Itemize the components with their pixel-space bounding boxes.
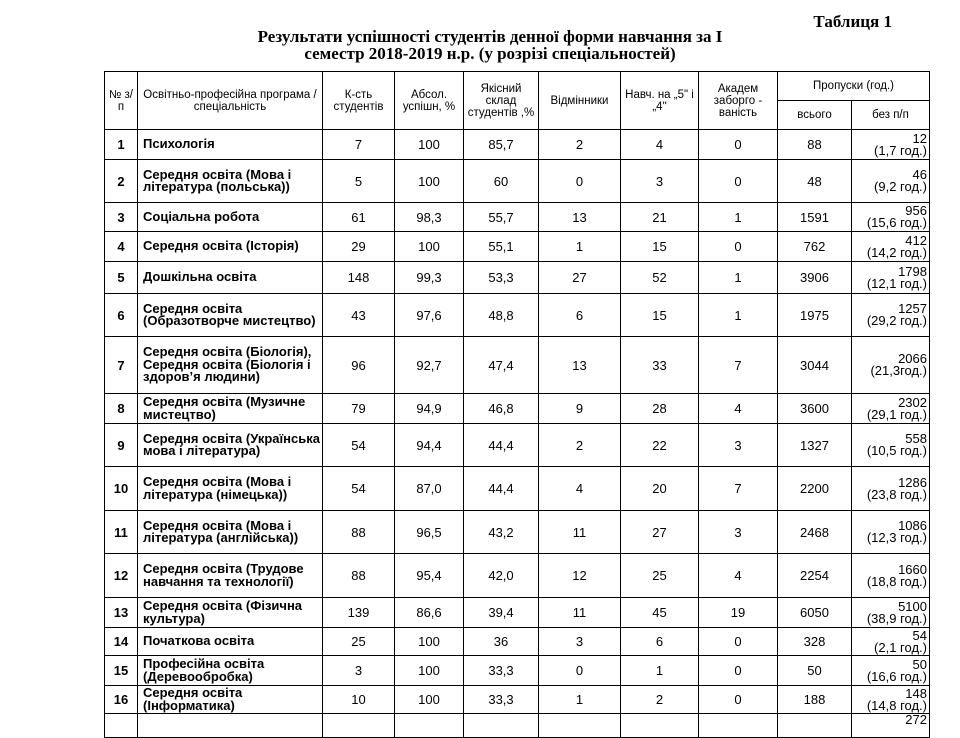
unexcused-per-student: (18,8 год.) bbox=[866, 573, 927, 589]
unexcused-per-student: (12,1 год.) bbox=[866, 275, 927, 291]
row-unexcused bbox=[852, 511, 930, 554]
header-abs: Абсол. успішн, % bbox=[395, 72, 464, 130]
row-excellent: 27 bbox=[539, 262, 621, 294]
table-row bbox=[105, 424, 930, 467]
row-unexcused bbox=[852, 337, 930, 394]
table-row bbox=[105, 554, 930, 598]
row-unexcused bbox=[852, 203, 930, 232]
table-row bbox=[105, 294, 930, 337]
table-row bbox=[105, 160, 930, 203]
row-quality: 36 bbox=[464, 628, 539, 656]
row-debt: 19 bbox=[699, 598, 778, 628]
row-excellent: 13 bbox=[539, 337, 621, 394]
header-no: № з/п bbox=[105, 72, 138, 130]
unexcused-hours: 558 bbox=[905, 431, 927, 446]
row-debt: 1 bbox=[699, 203, 778, 232]
row-unexcused bbox=[852, 714, 930, 738]
row-debt: 4 bbox=[699, 394, 778, 424]
row-excellent: 4 bbox=[539, 467, 621, 511]
unexcused-hours: 1660 bbox=[898, 561, 927, 577]
row-no: 8 bbox=[105, 394, 138, 424]
table-row bbox=[105, 598, 930, 628]
row-total: 2254 bbox=[778, 554, 852, 598]
row-excellent: 1 bbox=[539, 232, 621, 262]
row-unexcused bbox=[852, 656, 930, 686]
table-row bbox=[105, 337, 930, 394]
row-excellent: 13 bbox=[539, 203, 621, 232]
row-no: 15 bbox=[105, 656, 138, 686]
row-unexcused bbox=[852, 160, 930, 203]
row-debt: 1 bbox=[699, 262, 778, 294]
row-excellent: 11 bbox=[539, 511, 621, 554]
row-total: 188 bbox=[778, 686, 852, 714]
row-quality: 55,1 bbox=[464, 232, 539, 262]
table-row bbox=[105, 686, 930, 714]
row-quality: 47,4 bbox=[464, 337, 539, 394]
row-program: Середня освіта (Історія) bbox=[138, 232, 323, 262]
row-no: 1 bbox=[105, 130, 138, 160]
unexcused-hours: 412 bbox=[905, 232, 927, 248]
row-debt: 0 bbox=[699, 232, 778, 262]
unexcused-per-student: (14,8 год.) bbox=[866, 697, 927, 713]
row-quality: 42,0 bbox=[464, 554, 539, 598]
row-no: 6 bbox=[105, 294, 138, 337]
row-good: 15 bbox=[621, 294, 699, 337]
row-unexcused bbox=[852, 686, 930, 714]
row-quality: 39,4 bbox=[464, 598, 539, 628]
row-excellent: 2 bbox=[539, 130, 621, 160]
table-caption bbox=[0, 0, 960, 70]
table-row bbox=[105, 394, 930, 424]
row-unexcused bbox=[852, 424, 930, 467]
row-no: 12 bbox=[105, 554, 138, 598]
header-count: К-сть студентів bbox=[323, 72, 395, 130]
row-quality bbox=[464, 714, 539, 738]
unexcused-hours: 2066 bbox=[898, 351, 927, 366]
row-debt: 0 bbox=[699, 656, 778, 686]
row-quality: 46,8 bbox=[464, 394, 539, 424]
table-row bbox=[105, 714, 930, 738]
header-program: Освітньо-професійна програма / спеціальність bbox=[138, 72, 323, 130]
unexcused-per-student: (29,1 год.) bbox=[866, 406, 927, 422]
unexcused-per-student: (23,8 год.) bbox=[866, 486, 927, 502]
table-number: Таблиця 1 bbox=[813, 12, 892, 31]
table-row bbox=[105, 232, 930, 262]
row-excellent: 11 bbox=[539, 598, 621, 628]
row-debt: 7 bbox=[699, 467, 778, 511]
unexcused-hours: 956 bbox=[905, 203, 927, 218]
row-debt: 4 bbox=[699, 554, 778, 598]
row-no: 11 bbox=[105, 511, 138, 554]
row-excellent: 3 bbox=[539, 628, 621, 656]
row-abs: 94,4 bbox=[395, 424, 464, 467]
row-program: Психологія bbox=[138, 130, 323, 160]
row-abs bbox=[395, 714, 464, 738]
row-count: 29 bbox=[323, 232, 395, 262]
unexcused-hours: 148 bbox=[905, 685, 927, 701]
row-good: 2 bbox=[621, 686, 699, 714]
row-unexcused bbox=[852, 467, 930, 511]
row-total: 328 bbox=[778, 628, 852, 656]
row-count: 5 bbox=[323, 160, 395, 203]
row-abs: 100 bbox=[395, 130, 464, 160]
row-good bbox=[621, 714, 699, 738]
row-debt: 0 bbox=[699, 160, 778, 203]
row-abs: 95,4 bbox=[395, 554, 464, 598]
row-count: 3 bbox=[323, 656, 395, 686]
row-excellent bbox=[539, 714, 621, 738]
header-absences: Пропуски (год.) bbox=[778, 72, 930, 101]
row-abs: 100 bbox=[395, 160, 464, 203]
row-quality: 53,3 bbox=[464, 262, 539, 294]
row-total: 2468 bbox=[778, 511, 852, 554]
row-abs: 87,0 bbox=[395, 467, 464, 511]
row-quality: 85,7 bbox=[464, 130, 539, 160]
row-no: 13 bbox=[105, 598, 138, 628]
row-abs: 100 bbox=[395, 656, 464, 686]
row-total: 50 bbox=[778, 656, 852, 686]
table-row bbox=[105, 130, 930, 160]
row-unexcused bbox=[852, 232, 930, 262]
unexcused-hours: 272 bbox=[905, 713, 927, 727]
row-program: Середня освіта (Музичне мистецтво) bbox=[138, 394, 323, 424]
row-unexcused bbox=[852, 628, 930, 656]
row-abs: 100 bbox=[395, 232, 464, 262]
row-good: 22 bbox=[621, 424, 699, 467]
row-program: Середня освіта (Трудове навчання та технології) bbox=[138, 554, 323, 598]
row-no: 5 bbox=[105, 262, 138, 294]
table-title-line2: семестр 2018-2019 н.р. (у розрізі спеціальностей) bbox=[304, 44, 676, 63]
row-program: Початкова освіта bbox=[138, 628, 323, 656]
unexcused-hours: 50 bbox=[912, 656, 927, 672]
row-count: 10 bbox=[323, 686, 395, 714]
row-good: 27 bbox=[621, 511, 699, 554]
row-abs: 99,3 bbox=[395, 262, 464, 294]
row-no: 10 bbox=[105, 467, 138, 511]
table-row bbox=[105, 511, 930, 554]
row-excellent: 2 bbox=[539, 424, 621, 467]
row-count: 25 bbox=[323, 628, 395, 656]
table-row bbox=[105, 262, 930, 294]
row-unexcused bbox=[852, 598, 930, 628]
row-abs: 86,6 bbox=[395, 598, 464, 628]
row-count: 148 bbox=[323, 262, 395, 294]
row-abs: 92,7 bbox=[395, 337, 464, 394]
row-abs: 97,6 bbox=[395, 294, 464, 337]
header-excellent: Відмінники bbox=[539, 72, 621, 130]
row-quality: 48,8 bbox=[464, 294, 539, 337]
row-good: 4 bbox=[621, 130, 699, 160]
row-total: 762 bbox=[778, 232, 852, 262]
unexcused-per-student: (16,6 год.) bbox=[866, 668, 927, 684]
row-count: 43 bbox=[323, 294, 395, 337]
row-program: Середня освіта (Фізична культура) bbox=[138, 598, 323, 628]
row-good: 1 bbox=[621, 656, 699, 686]
results-table bbox=[104, 71, 930, 738]
table-row bbox=[105, 203, 930, 232]
row-count: 139 bbox=[323, 598, 395, 628]
unexcused-hours: 54 bbox=[912, 627, 927, 643]
row-good: 25 bbox=[621, 554, 699, 598]
unexcused-per-student: (10,5 год.) bbox=[866, 443, 927, 458]
row-excellent: 0 bbox=[539, 160, 621, 203]
row-quality: 43,2 bbox=[464, 511, 539, 554]
unexcused-hours: 12 bbox=[912, 130, 927, 146]
unexcused-per-student: (38,9 год.) bbox=[866, 610, 927, 626]
row-excellent: 12 bbox=[539, 554, 621, 598]
row-program: Середня освіта (Українська мова і література) bbox=[138, 424, 323, 467]
row-program: Середня освіта (Біологія), Середня освіта (Біологія і здоров’я людини) bbox=[138, 337, 323, 394]
row-program bbox=[138, 714, 323, 738]
row-count: 54 bbox=[323, 467, 395, 511]
row-good: 21 bbox=[621, 203, 699, 232]
row-abs: 100 bbox=[395, 686, 464, 714]
row-count bbox=[323, 714, 395, 738]
row-unexcused bbox=[852, 394, 930, 424]
row-count: 54 bbox=[323, 424, 395, 467]
row-count: 79 bbox=[323, 394, 395, 424]
row-unexcused bbox=[852, 262, 930, 294]
row-total: 3906 bbox=[778, 262, 852, 294]
row-no: 16 bbox=[105, 686, 138, 714]
row-count: 96 bbox=[323, 337, 395, 394]
row-quality: 33,3 bbox=[464, 686, 539, 714]
row-count: 88 bbox=[323, 554, 395, 598]
row-no: 4 bbox=[105, 232, 138, 262]
table-row bbox=[105, 628, 930, 656]
unexcused-per-student: (14,2 год.) bbox=[866, 244, 927, 260]
row-excellent: 9 bbox=[539, 394, 621, 424]
row-debt: 0 bbox=[699, 130, 778, 160]
row-unexcused bbox=[852, 130, 930, 160]
row-debt: 0 bbox=[699, 686, 778, 714]
row-program: Соціальна робота bbox=[138, 203, 323, 232]
row-total: 88 bbox=[778, 130, 852, 160]
row-quality: 44,4 bbox=[464, 424, 539, 467]
unexcused-hours: 5100 bbox=[898, 598, 927, 614]
row-good: 33 bbox=[621, 337, 699, 394]
row-good: 28 bbox=[621, 394, 699, 424]
row-good: 15 bbox=[621, 232, 699, 262]
row-good: 6 bbox=[621, 628, 699, 656]
header-quality: Якісний склад студентів ,% bbox=[464, 72, 539, 130]
row-program: Дошкільна освіта bbox=[138, 262, 323, 294]
row-good: 3 bbox=[621, 160, 699, 203]
row-quality: 44,4 bbox=[464, 467, 539, 511]
row-program: Професійна освіта (Деревообробка) bbox=[138, 656, 323, 686]
row-debt: 0 bbox=[699, 628, 778, 656]
table-row bbox=[105, 656, 930, 686]
row-no: 2 bbox=[105, 160, 138, 203]
row-excellent: 1 bbox=[539, 686, 621, 714]
row-good: 52 bbox=[621, 262, 699, 294]
header-unexcused: без п/п bbox=[852, 101, 930, 130]
row-good: 20 bbox=[621, 467, 699, 511]
unexcused-per-student: (21,3год.) bbox=[870, 363, 927, 378]
row-excellent: 6 bbox=[539, 294, 621, 337]
row-total: 1591 bbox=[778, 203, 852, 232]
unexcused-hours: 46 bbox=[912, 167, 927, 182]
row-excellent: 0 bbox=[539, 656, 621, 686]
row-total: 2200 bbox=[778, 467, 852, 511]
row-abs: 98,3 bbox=[395, 203, 464, 232]
row-abs: 96,5 bbox=[395, 511, 464, 554]
row-quality: 33,3 bbox=[464, 656, 539, 686]
row-unexcused bbox=[852, 294, 930, 337]
row-no: 7 bbox=[105, 337, 138, 394]
row-count: 61 bbox=[323, 203, 395, 232]
table-title-line1: Результати успішності студентів денної форми навчання за I bbox=[257, 27, 723, 46]
row-debt: 3 bbox=[699, 424, 778, 467]
row-no bbox=[105, 714, 138, 738]
row-count: 7 bbox=[323, 130, 395, 160]
row-program: Середня освіта (Образотворче мистецтво) bbox=[138, 294, 323, 337]
row-total: 1327 bbox=[778, 424, 852, 467]
row-unexcused bbox=[852, 554, 930, 598]
unexcused-hours: 1257 bbox=[898, 301, 927, 316]
row-debt: 3 bbox=[699, 511, 778, 554]
row-program: Середня освіта (Інформатика) bbox=[138, 686, 323, 714]
row-total: 6050 bbox=[778, 598, 852, 628]
unexcused-hours: 1286 bbox=[898, 474, 927, 490]
row-debt: 7 bbox=[699, 337, 778, 394]
unexcused-hours: 2302 bbox=[898, 394, 927, 410]
header-total: всього bbox=[778, 101, 852, 130]
row-no: 14 bbox=[105, 628, 138, 656]
header-good: Навч. на „5" і „4" bbox=[621, 72, 699, 130]
row-no: 9 bbox=[105, 424, 138, 467]
unexcused-hours: 1798 bbox=[898, 263, 927, 279]
row-quality: 55,7 bbox=[464, 203, 539, 232]
row-program: Середня освіта (Мова і література (англійська)) bbox=[138, 511, 323, 554]
table-row bbox=[105, 467, 930, 511]
unexcused-per-student: (29,2 год.) bbox=[866, 313, 927, 328]
row-total: 48 bbox=[778, 160, 852, 203]
row-count: 88 bbox=[323, 511, 395, 554]
row-debt bbox=[699, 714, 778, 738]
row-total bbox=[778, 714, 852, 738]
row-total: 3600 bbox=[778, 394, 852, 424]
row-program: Середня освіта (Мова і література (польська)) bbox=[138, 160, 323, 203]
unexcused-per-student: (15,6 год.) bbox=[866, 215, 927, 230]
unexcused-per-student: (12,3 год.) bbox=[866, 530, 927, 545]
header-debt: Академ заборго - ваність bbox=[699, 72, 778, 130]
row-abs: 94,9 bbox=[395, 394, 464, 424]
unexcused-per-student: (2,1 год.) bbox=[874, 639, 927, 655]
row-good: 45 bbox=[621, 598, 699, 628]
unexcused-per-student: (1,7 год.) bbox=[874, 142, 927, 158]
row-program: Середня освіта (Мова і література (німецька)) bbox=[138, 467, 323, 511]
row-no: 3 bbox=[105, 203, 138, 232]
row-total: 1975 bbox=[778, 294, 852, 337]
unexcused-hours: 1086 bbox=[898, 518, 927, 533]
unexcused-per-student: (9,2 год.) bbox=[874, 179, 927, 194]
row-quality: 60 bbox=[464, 160, 539, 203]
row-abs: 100 bbox=[395, 628, 464, 656]
row-debt: 1 bbox=[699, 294, 778, 337]
row-total: 3044 bbox=[778, 337, 852, 394]
